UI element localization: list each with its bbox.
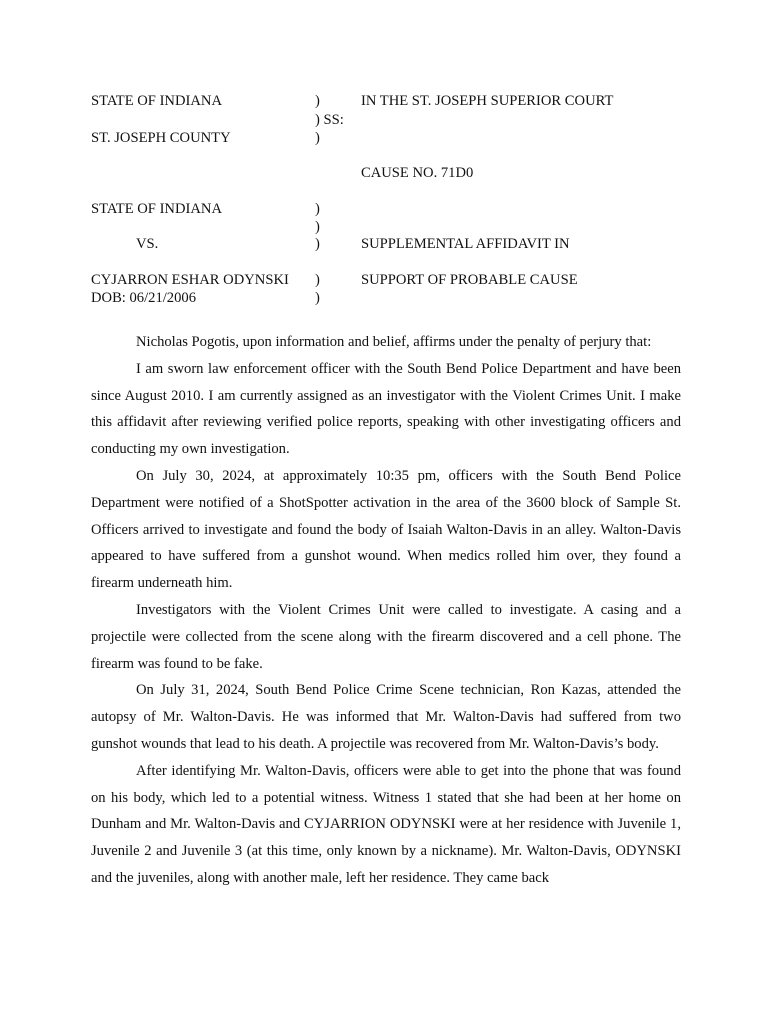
document-title-line-1: SUPPLEMENTAL AFFIDAVIT IN — [361, 236, 570, 252]
document-title-line-2: SUPPORT OF PROBABLE CAUSE — [361, 272, 578, 288]
caption-paren: ) — [315, 236, 320, 252]
caption-paren: ) — [315, 93, 320, 109]
caption-paren: ) — [315, 290, 320, 306]
caption-ss: ) SS: — [315, 112, 344, 128]
affirmation-paragraph: Nicholas Pogotis, upon information and belief, affirms under the penalty of perjury that: — [136, 334, 652, 350]
defendant-name: CYJARRON ESHAR ODYNSKI — [91, 272, 289, 288]
body-paragraph: I am sworn law enforcement officer with the South Bend Police Department and have been since August 2010. I am currently assigned as an investigator with the Violent Crimes Unit. I make this affidavit after reviewing verified police reports, speaking with other investigating officers and conducting my own investigation. — [91, 360, 681, 458]
caption-paren: ) — [315, 219, 320, 235]
caption-state: STATE OF INDIANA — [91, 93, 222, 109]
plaintiff-name: STATE OF INDIANA — [91, 201, 222, 217]
cause-number: CAUSE NO. 71D0 — [361, 165, 474, 181]
body-paragraph: On July 30, 2024, at approximately 10:35 pm, officers with the South Bend Police Department were notified of a ShotSpotter activation in the area of the 3600 block of Sample St. Officers arrived to investigate and found the body of Isaiah Walton-Davis in an alley. Walton-Davis appeared to have suffered from a gunshot wound. When medics rolled him over, they found a firearm underneath him. — [91, 467, 681, 592]
caption-paren: ) — [315, 272, 320, 288]
body-paragraph: After identifying Mr. Walton-Davis, officers were able to get into the phone that was found on his body, which led to a potential witness. Witness 1 stated that she had been at her home on Dunham and Mr. Walton-Davis and CYJARRION ODYNSKI were at her residence with Juvenile 1, Juvenile 2 and Juvenile 3 (at this time, only known by a nickname). Mr. Walton-Davis, ODYNSKI and the juveniles, along with another male, left her residence. They came back — [91, 762, 681, 886]
versus-label: VS. — [136, 236, 159, 252]
affidavit-body — [91, 329, 681, 892]
caption-paren: ) — [315, 201, 320, 217]
caption-county: ST. JOSEPH COUNTY — [91, 130, 231, 146]
caption-paren: ) — [315, 130, 320, 146]
body-paragraph: Investigators with the Violent Crimes Unit were called to investigate. A casing and a projectile were collected from the scene along with the firearm discovered and a cell phone. The firearm was found to be fake. — [91, 601, 681, 672]
defendant-dob: DOB: 06/21/2006 — [91, 290, 196, 306]
court-name: IN THE ST. JOSEPH SUPERIOR COURT — [361, 93, 614, 109]
body-paragraph: On July 31, 2024, South Bend Police Crime Scene technician, Ron Kazas, attended the autopsy of Mr. Walton-Davis. He was informed that Mr. Walton-Davis had suffered from two gunshot wounds that lead to his death. A projectile was recovered from Mr. Walton-Davis’s body. — [91, 682, 681, 752]
